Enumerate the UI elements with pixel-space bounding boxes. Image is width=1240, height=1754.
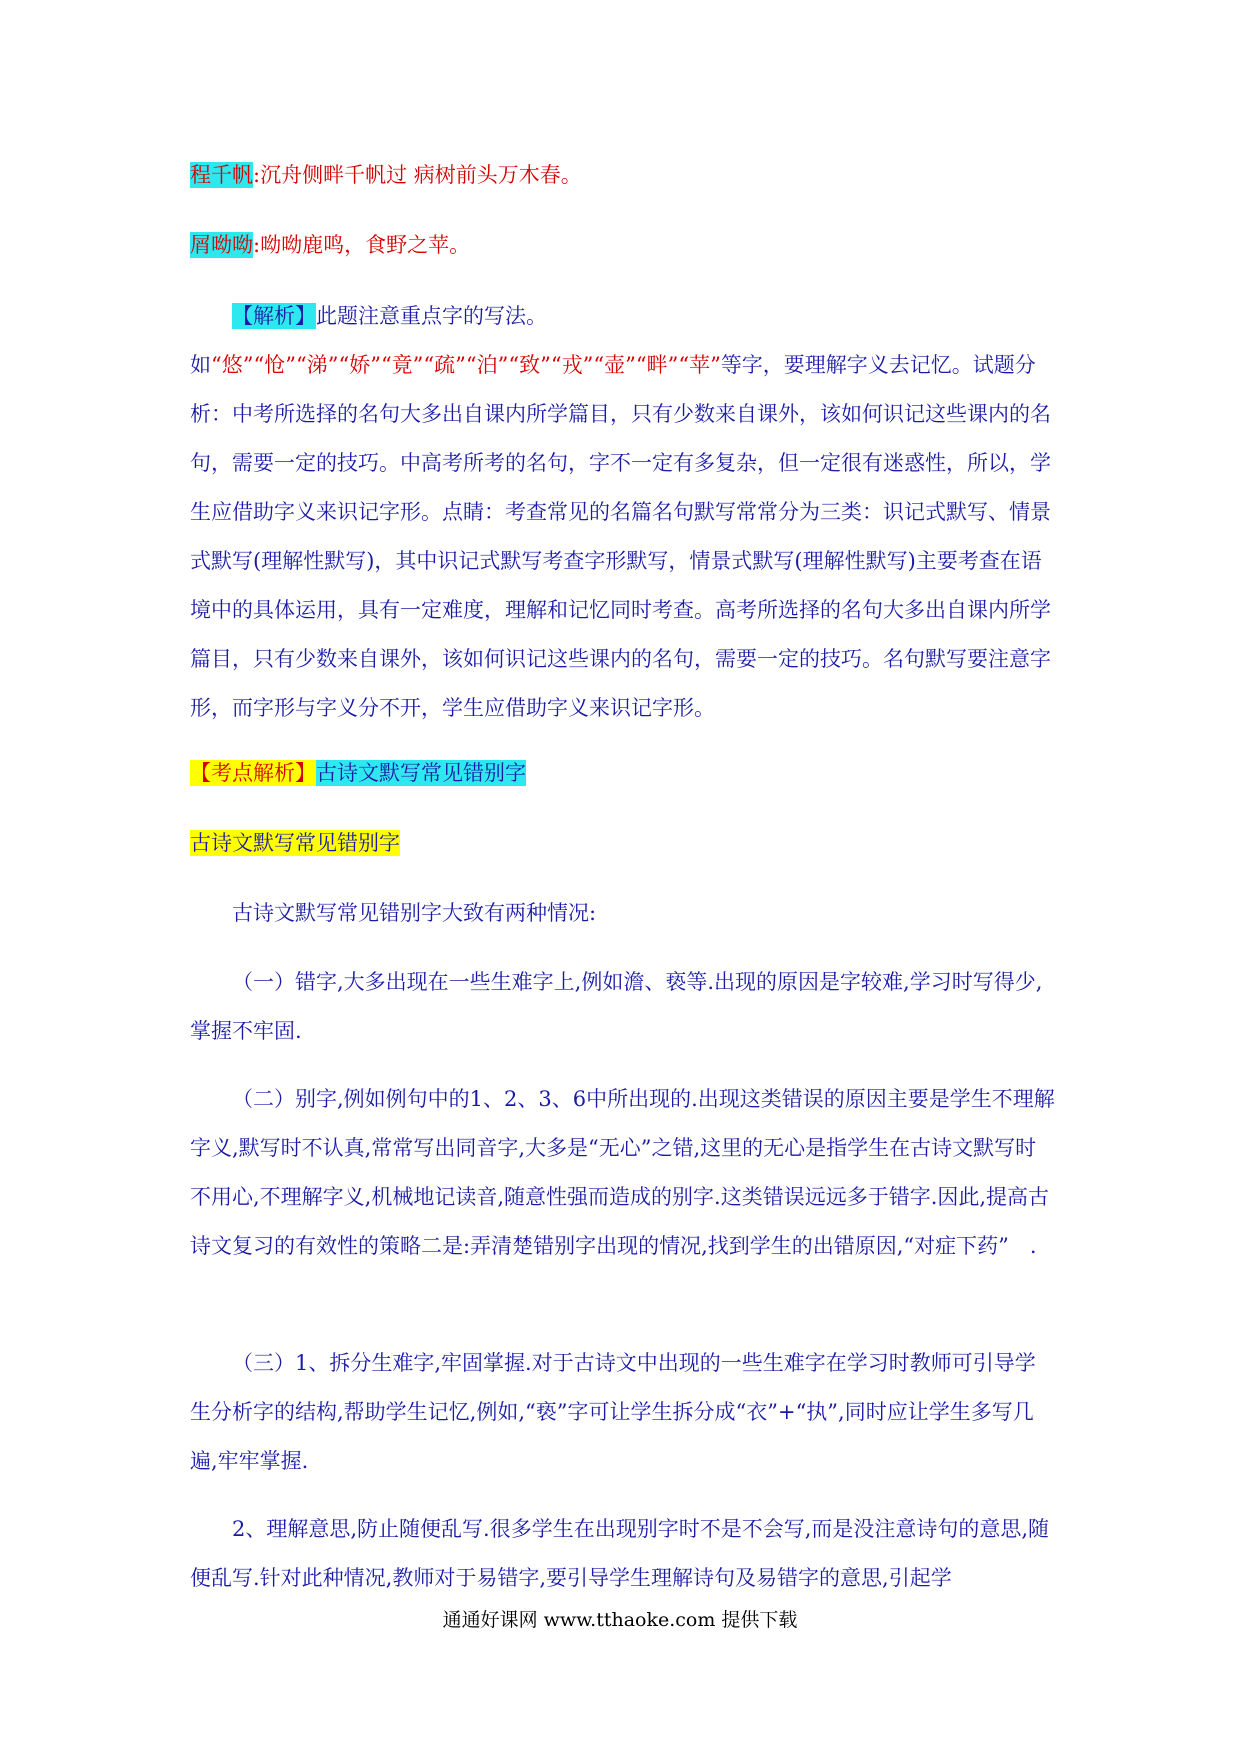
quote-text: :呦呦鹿鸣，食野之苹。 bbox=[253, 233, 471, 257]
key-char: “壶” bbox=[593, 353, 636, 377]
analysis-paragraph bbox=[190, 292, 1056, 733]
key-char: “娇” bbox=[338, 353, 381, 377]
key-char: “戎” bbox=[550, 353, 594, 377]
kaodian-line bbox=[190, 758, 1060, 788]
list-item-3 bbox=[190, 1339, 1056, 1486]
key-char: “涕” bbox=[295, 353, 339, 377]
list-item-text: （二）别字,例如例句中的1、2、3、6中所出现的.出现这类错误的原因主要是学生不理解字义,默写时不认真,常常写出同音字,大多是“无心”之错,这里的无心是指学生在古诗文默写时不用心,不理解字义,机械地记读音,随意性强而造成的别字.这类错误远远多于错字.因此,提高古诗文复习的有效性的策略二是:弄清楚错别字出现的情况,找到学生的出错原因,“对症下药” . bbox=[190, 1087, 1055, 1258]
key-char: “苹” bbox=[678, 353, 721, 377]
list-item-text: （三）1、拆分生难字,牢固掌握.对于古诗文中出现的一些生难字在学习时教师可引导学生分析字的结构,帮助学生记忆,例如,“亵”字可让学生拆分成“衣”+“执”,同时应让学生多写几遍,牢牢掌握. bbox=[190, 1351, 1036, 1473]
list-item-2 bbox=[190, 1075, 1056, 1271]
quote-text: :沉舟侧畔千帆过 病树前头万木春。 bbox=[253, 163, 582, 187]
quote-author-label: 程千帆 bbox=[190, 163, 253, 187]
kaodian-title: 古诗文默写常见错别字 bbox=[316, 761, 526, 785]
analysis-tag: 【解析】 bbox=[232, 304, 316, 328]
list-item-text: 2、理解意思,防止随便乱写.很多学生在出现别字时不是不会写,而是没注意诗句的意思,随便乱写.针对此种情况,教师对于易错字,要引导学生理解诗句及易错字的意思,引起学 bbox=[190, 1517, 1050, 1590]
key-char: “泊” bbox=[465, 353, 509, 377]
quote-author-label: 屑呦呦 bbox=[190, 233, 253, 257]
key-char: “悠” bbox=[211, 353, 254, 377]
list-item-text: （一）错字,大多出现在一些生难字上,例如澹、亵等.出现的原因是字较难,学习时写得少,掌握不牢固. bbox=[190, 970, 1043, 1043]
key-char: “怆” bbox=[253, 353, 296, 377]
section-heading bbox=[190, 828, 1060, 858]
analysis-body: 等字，要理解字义去记忆。试题分析：中考所选择的名句大多出自课内所学篇目，只有少数来自课外，该如何识记这些课内的名句，需要一定的技巧。中高考所考的名句，字不一定有多复杂，但一定很有迷惑性，所以，学生应借助字义来识记字形。点睛：考查常见的名篇名句默写常常分为三类：识记式默写、情景式默写(理解性默写)，其中识记式默写考查字形默写，情景式默写(理解性默写)主要考查在语境中的具体运用，具有一定难度，理解和记忆同时考查。高考所选择的名句大多出自课内所学篇目，只有少数来自课外，该如何识记这些课内的名句，需要一定的技巧。名句默写要注意字形，而字形与字义分不开，学生应借助字义来识记字形。 bbox=[190, 353, 1051, 720]
key-char: “疏” bbox=[423, 353, 466, 377]
intro-text: 古诗文默写常见错别字大致有两种情况: bbox=[232, 901, 597, 925]
list-item-4 bbox=[190, 1505, 1056, 1603]
quote-line-1 bbox=[190, 160, 1060, 190]
page-footer bbox=[0, 1607, 1240, 1633]
intro-line bbox=[232, 898, 1102, 928]
footer-text: 通通好课网 www.tthaoke.com 提供下载 bbox=[442, 1609, 798, 1631]
section-heading-text: 古诗文默写常见错别字 bbox=[190, 831, 400, 855]
key-char: “竟” bbox=[380, 353, 424, 377]
key-char: “致” bbox=[508, 353, 551, 377]
analysis-lead: 此题注意重点字的写法。如 bbox=[190, 304, 547, 377]
quote-line-2 bbox=[190, 230, 1060, 260]
kaodian-tag: 【考点解析】 bbox=[190, 761, 316, 785]
list-item-1 bbox=[190, 958, 1056, 1056]
key-char: “畔” bbox=[635, 353, 679, 377]
